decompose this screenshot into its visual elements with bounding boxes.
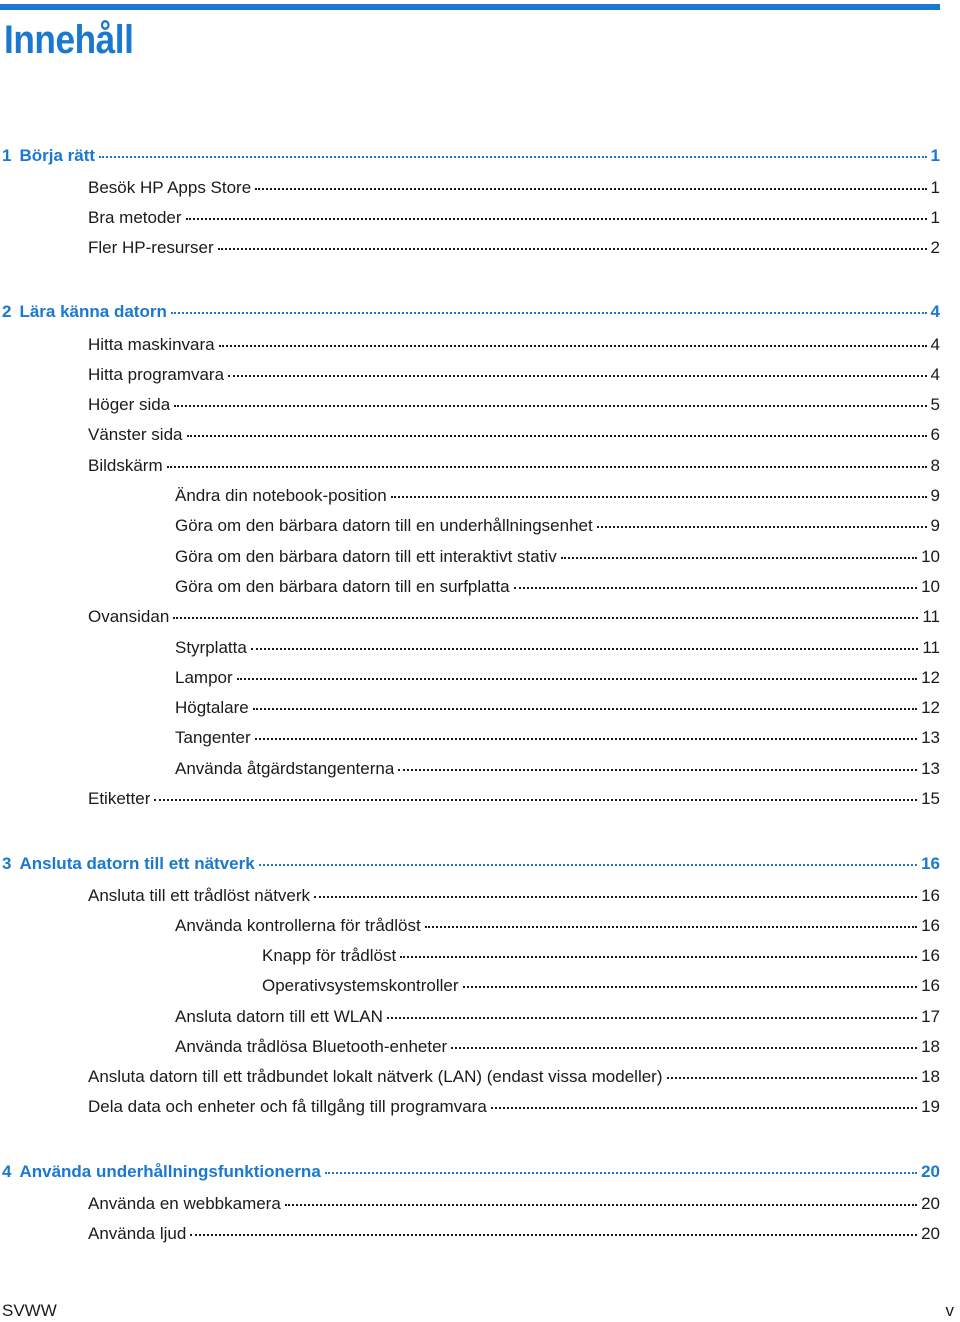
toc-label: Använda trådlösa Bluetooth-enheter <box>175 1037 448 1056</box>
toc-label: Använda underhållningsfunktionerna <box>19 1162 321 1181</box>
toc-label: Använda ljud <box>88 1224 187 1243</box>
toc-entry[interactable] <box>88 207 940 229</box>
footer-page-number: v <box>945 1301 954 1320</box>
toc-label: Fler HP-resurser <box>88 238 214 257</box>
toc-entry[interactable] <box>88 1193 940 1215</box>
toc-page-number: 11 <box>922 638 940 657</box>
toc-entry[interactable] <box>262 975 940 997</box>
toc-page-number: 4 <box>930 365 940 384</box>
toc-entry[interactable] <box>88 177 940 199</box>
toc-entry[interactable] <box>88 424 940 446</box>
toc-label: Högtalare <box>175 698 249 717</box>
toc-dot-leader <box>451 1044 917 1049</box>
toc-label: Lära känna datorn <box>19 302 167 321</box>
toc-label: Hitta programvara <box>88 365 225 384</box>
toc-chapter[interactable] <box>2 301 940 323</box>
toc-page-number: 1 <box>930 146 940 165</box>
toc-page-number: 16 <box>921 854 940 873</box>
toc-chapter[interactable] <box>2 853 940 875</box>
toc-page-number: 8 <box>930 456 940 475</box>
toc-page-number: 4 <box>930 335 940 354</box>
toc-page-number: 10 <box>921 577 940 596</box>
toc-page-number: 20 <box>921 1224 940 1243</box>
toc-label: Hitta maskinvara <box>88 335 215 354</box>
toc-entry[interactable] <box>88 606 940 628</box>
toc-label: Besök HP Apps Store <box>88 178 252 197</box>
toc-page-number: 10 <box>921 547 940 566</box>
toc-dot-leader <box>597 523 927 528</box>
toc-page-number: 1 <box>930 208 940 227</box>
toc-dot-leader <box>400 953 917 958</box>
toc-entry[interactable] <box>88 237 940 259</box>
toc-label: Ansluta datorn till ett trådbundet lokalt nätverk (LAN) (endast vissa modeller) <box>88 1067 663 1086</box>
toc-entry[interactable] <box>88 1223 940 1245</box>
toc-label: Använda en webbkamera <box>88 1194 281 1213</box>
toc-entry[interactable] <box>88 394 940 416</box>
toc-label: Göra om den bärbara datorn till en surfplatta <box>175 577 510 596</box>
toc-dot-leader <box>171 309 927 314</box>
toc-entry[interactable] <box>88 1066 940 1088</box>
toc-page-number: 12 <box>921 698 940 717</box>
toc-page-number: 16 <box>921 976 940 995</box>
toc-page-number: 11 <box>922 607 940 626</box>
toc-page-number: 18 <box>921 1037 940 1056</box>
toc-label: Använda kontrollerna för trådlöst <box>175 916 421 935</box>
toc-entry[interactable] <box>88 455 940 477</box>
toc-entry[interactable] <box>88 1096 940 1118</box>
toc-entry[interactable] <box>175 1006 940 1028</box>
toc-entry[interactable] <box>175 697 940 719</box>
toc-page-number: 19 <box>921 1097 940 1116</box>
toc-page-number: 4 <box>930 302 940 321</box>
toc-entry[interactable] <box>175 515 940 537</box>
toc-dot-leader <box>463 983 918 988</box>
toc-dot-leader <box>187 432 927 437</box>
toc-chapter-number: 2 <box>2 302 12 321</box>
toc-label: Använda åtgärdstangenterna <box>175 759 395 778</box>
toc-entry[interactable] <box>175 485 940 507</box>
toc-label: Ansluta till ett trådlöst nätverk <box>88 886 311 905</box>
header-rule <box>0 4 940 10</box>
toc-chapter[interactable] <box>2 1161 940 1183</box>
toc-page-number: 16 <box>921 886 940 905</box>
toc-entry[interactable] <box>88 885 940 907</box>
toc-dot-leader <box>387 1014 917 1019</box>
toc-entry[interactable] <box>175 546 940 568</box>
toc-label: Ansluta datorn till ett nätverk <box>19 854 255 873</box>
toc-dot-leader <box>285 1201 917 1206</box>
toc-page-number: 9 <box>930 486 940 505</box>
toc-dot-leader <box>398 766 917 771</box>
toc-entry[interactable] <box>175 637 940 659</box>
toc-page-number: 13 <box>921 728 940 747</box>
toc-entry[interactable] <box>88 334 940 356</box>
toc-dot-leader <box>154 796 917 801</box>
toc-page-number: 5 <box>930 395 940 414</box>
footer-left: SVWW <box>2 1301 57 1320</box>
toc-dot-leader <box>228 372 926 377</box>
toc-label: Vänster sida <box>88 425 183 444</box>
toc-label: Bra metoder <box>88 208 182 227</box>
toc-page-number: 12 <box>921 668 940 687</box>
toc-entry[interactable] <box>88 788 940 810</box>
toc-label: Ovansidan <box>88 607 170 626</box>
toc-label: Göra om den bärbara datorn till ett interaktivt stativ <box>175 547 557 566</box>
toc-chapter[interactable] <box>2 145 940 167</box>
toc-dot-leader <box>391 493 927 498</box>
toc-chapter-number: 3 <box>2 854 12 873</box>
toc-label: Börja rätt <box>19 146 96 165</box>
toc-label: Knapp för trådlöst <box>262 946 397 965</box>
toc-chapter-number: 1 <box>2 146 12 165</box>
toc-dot-leader <box>173 614 918 619</box>
toc-dot-leader <box>255 735 917 740</box>
toc-label: Ändra din notebook-position <box>175 486 387 505</box>
toc-entry[interactable] <box>262 945 940 967</box>
toc-dot-leader <box>219 342 927 347</box>
toc-label: Dela data och enheter och få tillgång till programvara <box>88 1097 487 1116</box>
toc-dot-leader <box>99 153 926 158</box>
toc-dot-leader <box>667 1074 918 1079</box>
toc-page-number: 2 <box>930 238 940 257</box>
toc-label: Lampor <box>175 668 233 687</box>
toc-dot-leader <box>425 923 917 928</box>
toc-page-number: 18 <box>921 1067 940 1086</box>
toc-dot-leader <box>514 584 918 589</box>
toc-page-number: 16 <box>921 916 940 935</box>
toc-dot-leader <box>314 893 917 898</box>
toc-dot-leader <box>251 645 919 650</box>
toc-label: Etiketter <box>88 789 151 808</box>
toc-entry[interactable] <box>175 727 940 749</box>
toc-page-number: 13 <box>921 759 940 778</box>
toc-dot-leader <box>186 215 927 220</box>
toc-page-number: 9 <box>930 516 940 535</box>
toc-dot-leader <box>561 554 917 559</box>
toc-entry[interactable] <box>175 1036 940 1058</box>
toc-dot-leader <box>174 402 926 407</box>
toc-dot-leader <box>325 1169 917 1174</box>
toc-page-number: 6 <box>930 425 940 444</box>
toc-label: Ansluta datorn till ett WLAN <box>175 1007 383 1026</box>
toc-dot-leader <box>491 1104 917 1109</box>
toc-dot-leader <box>237 675 917 680</box>
toc-chapter-number: 4 <box>2 1162 12 1181</box>
page-title: Innehåll <box>4 18 134 62</box>
toc-page-number: 17 <box>921 1007 940 1026</box>
toc-page-number: 20 <box>921 1162 940 1181</box>
toc-dot-leader <box>253 705 917 710</box>
toc-label: Höger sida <box>88 395 171 414</box>
toc-entry[interactable] <box>175 758 940 780</box>
toc-dot-leader <box>259 861 917 866</box>
toc-page-number: 15 <box>921 789 940 808</box>
toc-page-number: 16 <box>921 946 940 965</box>
toc-entry[interactable] <box>175 667 940 689</box>
toc-page-number: 20 <box>921 1194 940 1213</box>
toc-entry[interactable] <box>175 915 940 937</box>
toc-dot-leader <box>190 1231 917 1236</box>
toc-dot-leader <box>255 185 926 190</box>
toc-label: Styrplatta <box>175 638 247 657</box>
toc-entry[interactable] <box>88 364 940 386</box>
toc-dot-leader <box>167 463 927 468</box>
toc-entry[interactable] <box>175 576 940 598</box>
toc-label: Tangenter <box>175 728 251 747</box>
toc-label: Göra om den bärbara datorn till en underhållningsenhet <box>175 516 593 535</box>
toc-label: Bildskärm <box>88 456 163 475</box>
toc-dot-leader <box>218 245 927 250</box>
toc-page-number: 1 <box>930 178 940 197</box>
toc-label: Operativsystemskontroller <box>262 976 459 995</box>
